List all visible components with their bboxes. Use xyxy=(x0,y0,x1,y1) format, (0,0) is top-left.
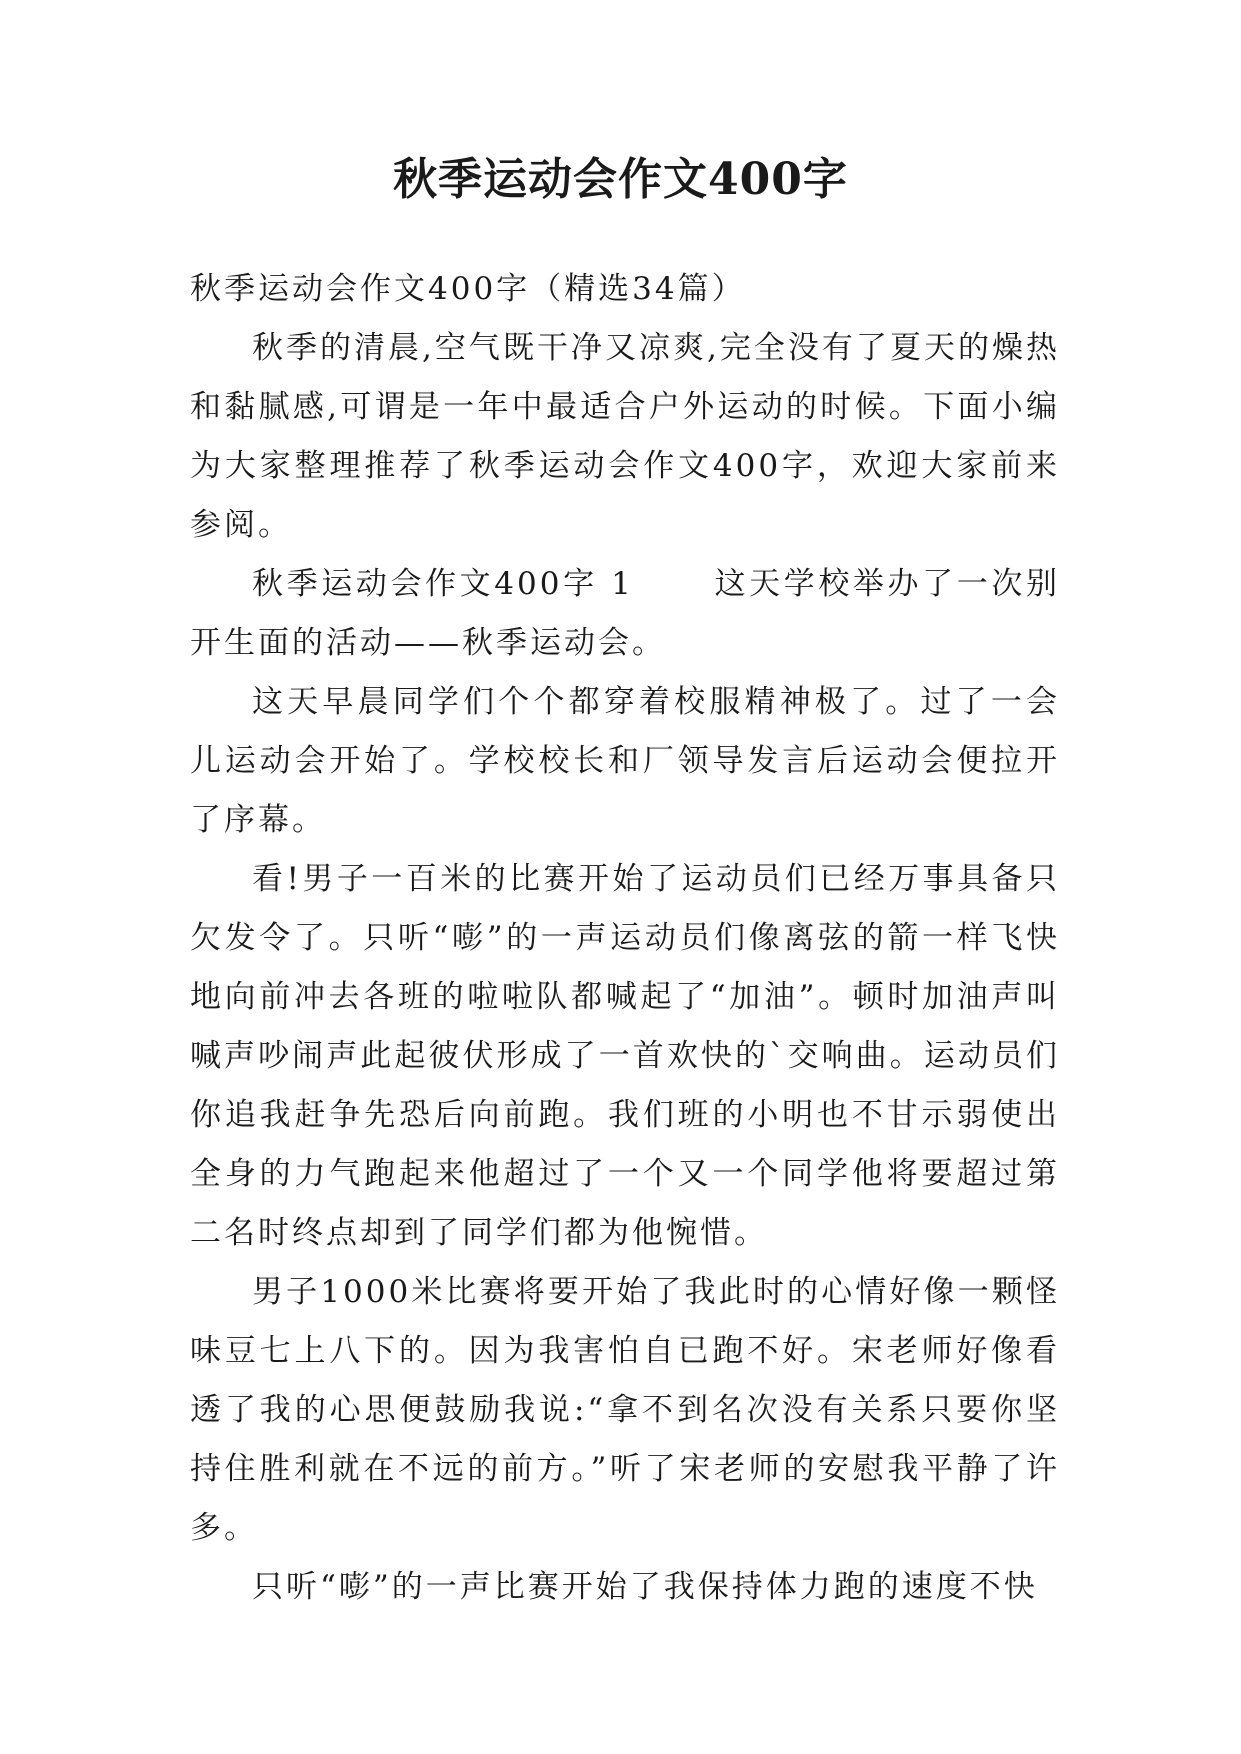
paragraph-morning: 这天早晨同学们个个都穿着校服精神极了。过了一会儿运动会开始了。学校校长和厂领导发言后运动会便拉开了序幕。 xyxy=(190,684,1060,838)
paragraph-100m-race: 看!男子一百米的比赛开始了运动员们已经万事具备只欠发令了。只听“嘭”的一声运动员们像离弦的箭一样飞快地向前冲去各班的啦啦队都喊起了“加油”。顿时加油声叫喊声吵闹声此起彼伏形成了一首欢快的`交响曲。运动员们你追我赶争先恐后向前跑。我们班的小明也不甘示弱使出全身的力气跑起来他超过了一个又一个同学他将要超过第二名时终点却到了同学们都为他惋惜。 xyxy=(190,861,1060,1251)
document-subtitle: 秋季运动会作文400字（精选34篇） xyxy=(190,271,746,307)
paragraph-race-start: 只听“嘭”的一声比赛开始了我保持体力跑的速度不快 xyxy=(252,1569,1038,1605)
paragraph-essay-1-start xyxy=(190,555,1060,673)
document-body xyxy=(190,260,1060,1617)
paragraph-1000m-race: 男子1000米比赛将要开始了我此时的心情好像一颗怪味豆七上八下的。因为我害怕自已跑不好。宋老师好像看透了我的心思便鼓励我说:“拿不到名次没有关系只要你坚持住胜利就在不远的前方。”听了宋老师的安慰我平静了许多。 xyxy=(190,1274,1060,1546)
document-title: 秋季运动会作文400字 xyxy=(393,154,848,205)
essay-1-opening: 这天学校举办了一次别开生面的活动——秋季运动会。 xyxy=(190,566,1060,661)
paragraph-intro: 秋季的清晨,空气既干净又凉爽,完全没有了夏天的燥热和黏腻感,可谓是一年中最适合户外运动的时候。下面小编为大家整理推荐了秋季运动会作文400字，欢迎大家前来参阅。 xyxy=(190,330,1060,543)
essay-heading: 秋季运动会作文400字 1 xyxy=(252,566,634,602)
